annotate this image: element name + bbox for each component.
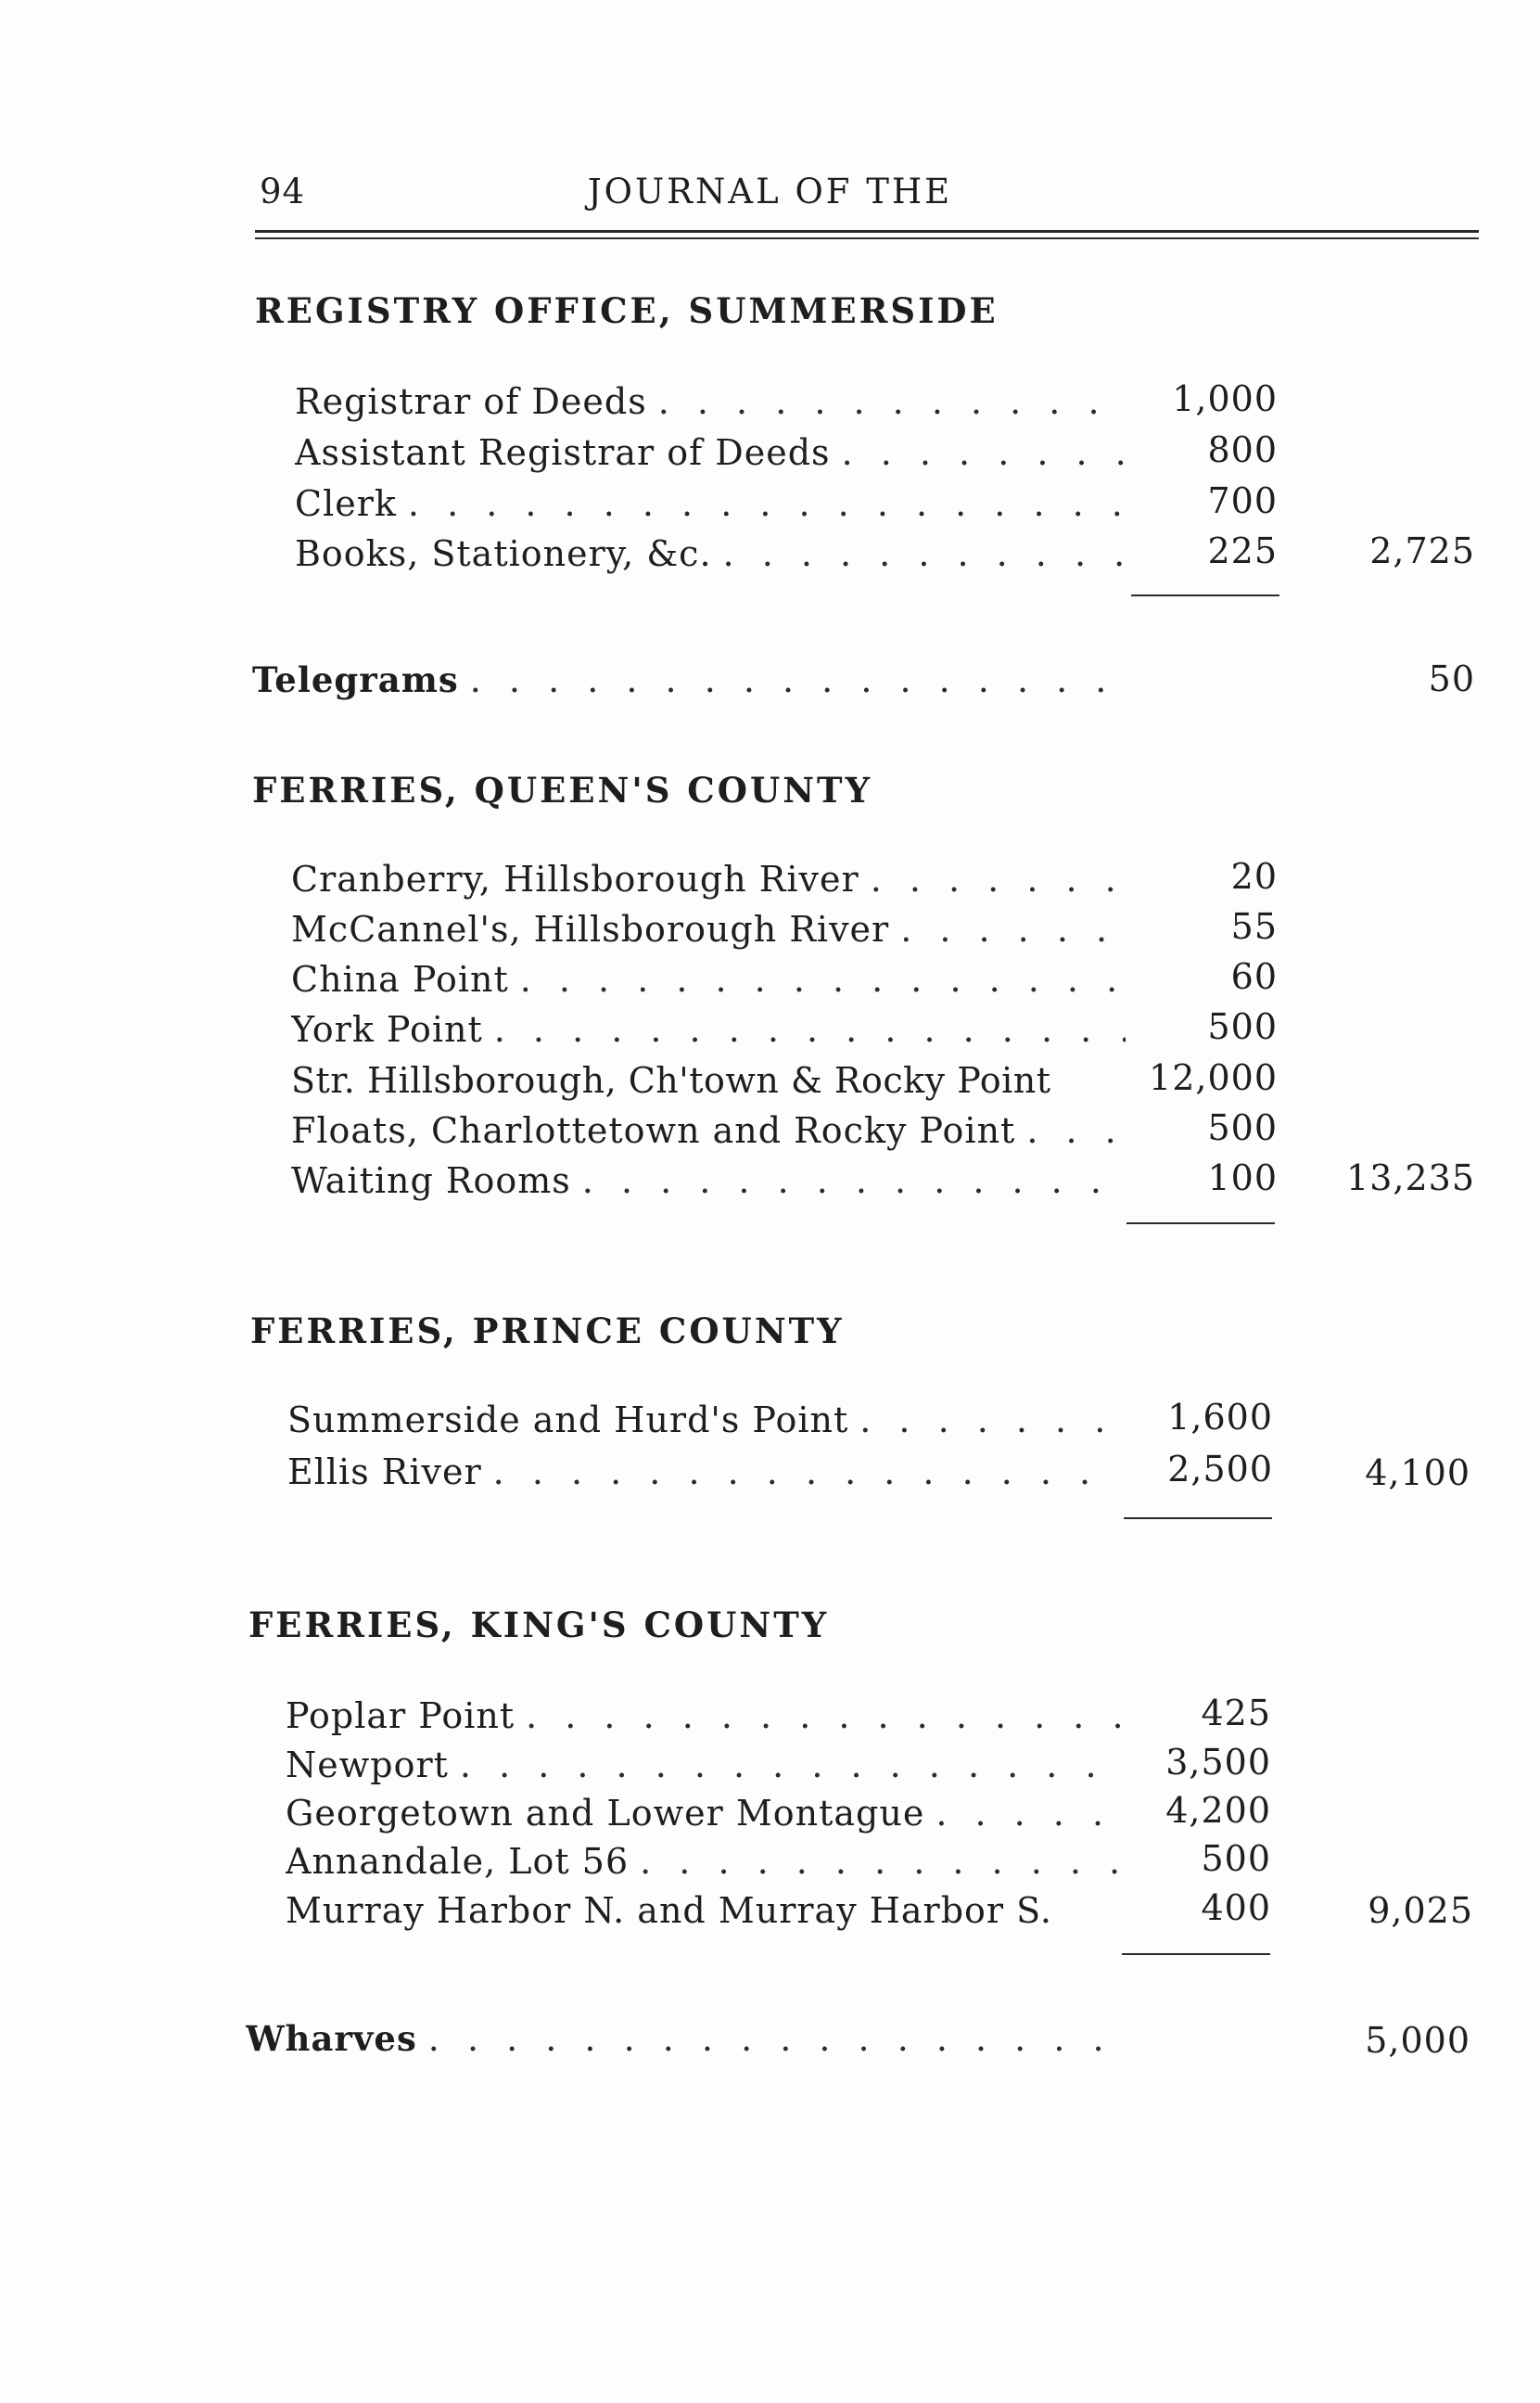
header-rule-top [255,230,1479,233]
item-amount: 55 [1230,906,1278,947]
section-title-kings: FERRIES, KING'S COUNTY [248,1604,830,1645]
item-label: Cranberry, Hillsborough River [291,859,859,900]
list-item [286,1739,1120,1785]
item-amount: 700 [1207,480,1278,521]
item-label: Summerside and Hurd's Point [287,1400,849,1440]
list-item [287,1394,1122,1440]
list-item [286,1885,1120,1931]
section-total: 9,025 [1368,1890,1473,1931]
item-label: China Point [291,959,509,1000]
leader-dots [408,483,1129,524]
list-item [246,2013,1108,2059]
header-rule-bottom [255,237,1479,239]
item-label: Waiting Rooms [291,1160,571,1201]
item-amount: 12,000 [1149,1057,1278,1098]
section-total: 13,235 [1346,1157,1475,1198]
item-label: Str. Hillsborough, Ch'town & Rocky Point [291,1060,1051,1101]
item-amount: 3,500 [1165,1742,1271,1783]
list-item [291,853,1126,900]
item-label: Newport [286,1745,449,1785]
item-amount: 225 [1207,530,1278,571]
item-label: Clerk [295,483,397,524]
list-item [286,1835,1120,1882]
item-label: Floats, Charlottetown and Rocky Point [291,1110,1016,1151]
leader-dots [859,1400,1122,1440]
item-amount: 20 [1230,856,1278,897]
list-item [291,1155,1126,1201]
telegrams-heading: Telegrams [252,659,459,700]
section-total: 2,725 [1369,530,1475,571]
list-item [291,1105,1126,1151]
item-label: Annandale, Lot 56 [286,1841,630,1882]
leader-dots [494,1009,1126,1050]
list-item [291,1055,1126,1101]
section-total: 50 [1428,658,1475,699]
list-item [295,376,1129,422]
item-amount: 800 [1207,429,1278,470]
list-item [295,478,1129,524]
item-amount: 100 [1207,1157,1278,1198]
running-title: JOURNAL OF THE [587,172,953,211]
section-total: 4,100 [1365,1452,1470,1493]
leader-dots [723,533,1129,574]
wharves-heading: Wharves [246,2018,417,2059]
item-label: Georgetown and Lower Montague [286,1793,925,1834]
leader-dots [520,959,1126,1000]
item-label: McCannel's, Hillsborough River [291,909,890,950]
section-title-prince: FERRIES, PRINCE COUNTY [250,1310,845,1351]
leader-dots [582,1160,1126,1201]
list-item [286,1787,1120,1834]
item-label: Ellis River [287,1451,482,1492]
item-amount: 2,500 [1167,1449,1273,1489]
subtotal-rule [1126,1222,1275,1224]
item-amount: 500 [1207,1107,1278,1148]
list-item [286,1690,1120,1736]
section-title-queens: FERRIES, QUEEN'S COUNTY [252,770,873,811]
section-title-registry: REGISTRY OFFICE, SUMMERSIDE [255,290,999,331]
leader-dots [493,1451,1122,1492]
leader-dots [460,1745,1120,1785]
item-label: York Point [291,1009,483,1050]
leader-dots [658,381,1129,422]
item-amount: 1,000 [1172,378,1278,419]
leader-dots [428,2018,1108,2059]
item-label: Murray Harbor N. and Murray Harbor S. [286,1890,1052,1931]
list-item [291,953,1126,1000]
leader-dots [871,859,1126,900]
page-number: 94 [260,172,306,211]
list-item [287,1446,1122,1492]
item-amount: 4,200 [1165,1790,1271,1831]
item-amount: 500 [1207,1006,1278,1047]
item-label: Registrar of Deeds [295,381,647,422]
list-item [295,528,1129,574]
list-item [291,903,1126,950]
item-label: Books, Stationery, &c. [295,533,712,574]
item-amount: 1,600 [1167,1397,1273,1438]
item-amount: 400 [1201,1887,1271,1928]
item-label: Assistant Registrar of Deeds [295,432,831,473]
leader-dots [640,1841,1120,1882]
item-amount: 500 [1201,1838,1271,1879]
subtotal-rule [1122,1953,1270,1955]
subtotal-rule [1131,594,1279,596]
leader-dots [526,1695,1120,1736]
item-amount: 60 [1230,956,1278,997]
subtotal-rule [1124,1517,1272,1519]
leader-dots [470,659,1113,700]
item-label: Poplar Point [286,1695,515,1736]
list-item [295,427,1129,473]
list-item [291,1003,1126,1050]
list-item [252,654,1113,700]
item-amount: 425 [1201,1693,1271,1733]
section-total: 5,000 [1365,2020,1470,2061]
leader-dots [842,432,1129,473]
